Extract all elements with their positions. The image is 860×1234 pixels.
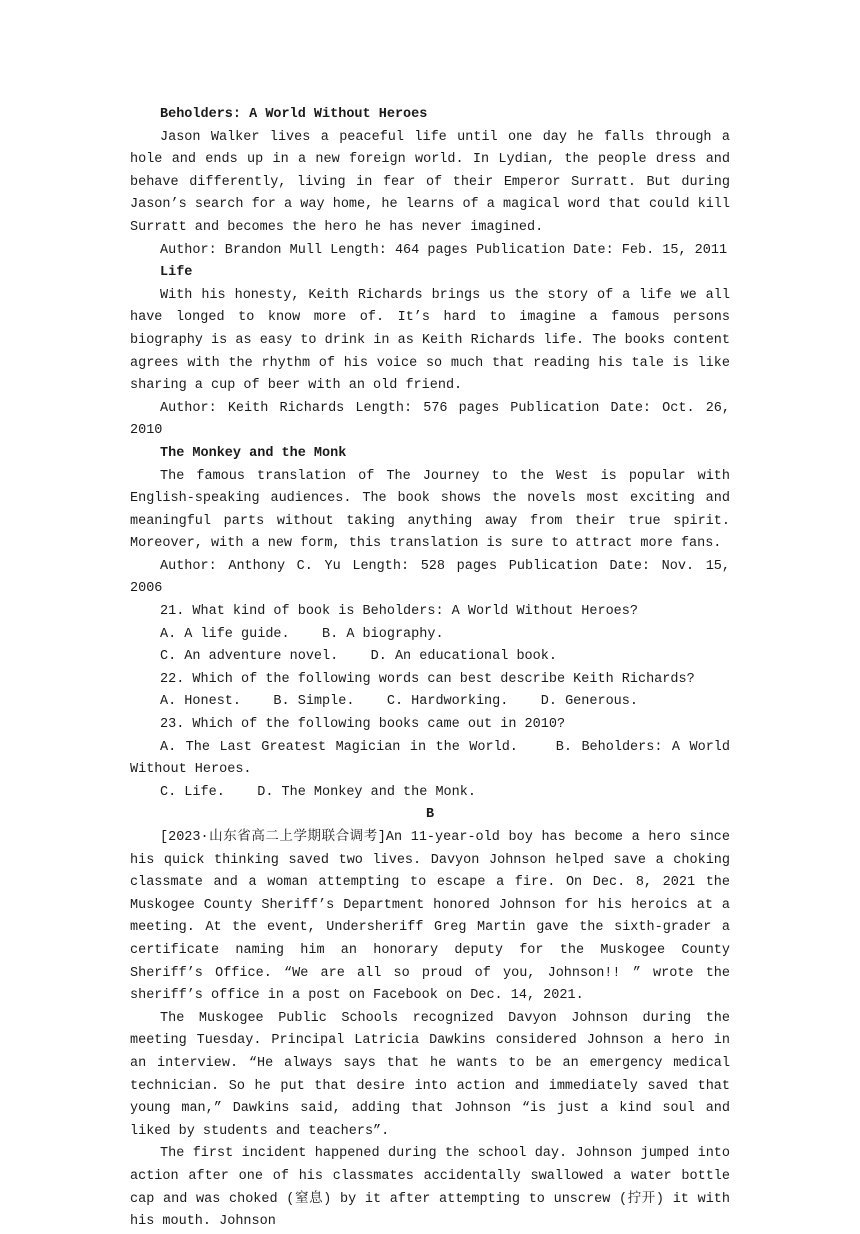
book-title-beholders: Beholders: A World Without Heroes xyxy=(160,107,428,122)
question-21-options-cd: C. An adventure novel. D. An educational book. xyxy=(160,649,557,665)
book-title-life: Life xyxy=(160,265,193,281)
book-description-life: With his honesty, Keith Richards brings us the story of a life we all have longed to know more of. It’s hard to imagine a famous persons biography is as easy to drink in as Keith Richards life. The books content agrees with the rhythm of his voice so much that reading his tale is like sharing a cup of beer with an old friend. xyxy=(130,287,730,394)
book-description-beholders: Jason Walker lives a peaceful life until one day he falls through a hole and ends up in a new foreign world. In Lydian, the people dress and behave differently, living in fear of their Emperor Surratt. But during Jason’s search for a way home, he learns of a magical word that could kill Surratt and becomes the hero he has never imagined. xyxy=(130,129,730,235)
section-b-paragraph-1: [2023·山东省高二上学期联合调考]An 11-year-old boy has become a hero since his quick thinking saved two lives. Davyon Johnson helped save a choking classmate and a woman attempting to escape a fire. On Dec. 8, 2021 the Muskogee County Sheriff’s Department honored Johnson for his heroics at a meeting. At the event, Undersheriff Greg Martin gave the sixth-grader a certificate naming him an honorary deputy for the Muskogee County Sheriff’s Office. “We are all so proud of you, Johnson!! ” wrote the sheriff’s office in a post on Facebook on Dec. 14, 2021. xyxy=(130,830,730,1004)
question-21-options-ab: A. A life guide. B. A biography. xyxy=(160,626,444,642)
book-info-monkey: Author: Anthony C. Yu Length: 528 pages Publication Date: Nov. 15, 2006 xyxy=(130,558,730,597)
question-23-options-ab: A. The Last Greatest Magician in the World. B. Beholders: A World Without Heroes. xyxy=(130,739,739,778)
book-info-life: Author: Keith Richards Length: 576 pages Publication Date: Oct. 26, 2010 xyxy=(130,400,730,439)
question-22: 22. Which of the following words can best describe Keith Richards? xyxy=(160,671,695,687)
question-23: 23. Which of the following books came out in 2010? xyxy=(160,717,566,733)
section-b-paragraph-3: The first incident happened during the school day. Johnson jumped into action after one of his classmates accidentally swallowed a water bottle cap and was choked (窒息) by it after attempting to unscrew (拧开) it with his mouth. Johnson xyxy=(130,1146,730,1230)
question-23-options-cd: C. Life. D. The Monkey and the Monk. xyxy=(160,784,476,800)
document-page xyxy=(130,104,739,1234)
section-b-paragraph-2: The Muskogee Public Schools recognized Davyon Johnson during the meeting Tuesday. Principal Latricia Dawkins considered Johnson a hero in an interview. “He always says that he wants to be an emergency medical technician. So he put that desire into action and immediately saved that young man,” Dawkins said, adding that Johnson “is just a kind soul and liked by students and teachers”. xyxy=(130,1010,730,1139)
book-title-monkey: The Monkey and the Monk xyxy=(160,445,347,461)
question-22-options: A. Honest. B. Simple. C. Hardworking. D. Generous. xyxy=(160,694,638,710)
book-description-monkey: The famous translation of The Journey to the West is popular with English-speaking audiences. The book shows the novels most exciting and meaningful parts without taking anything away from their true spirit. Moreover, with a new form, this translation is sure to attract more fans. xyxy=(130,468,730,552)
question-21: 21. What kind of book is Beholders: A World Without Heroes? xyxy=(160,604,638,620)
book-info-beholders: Author: Brandon Mull Length: 464 pages Publication Date: Feb. 15, 2011 xyxy=(160,242,728,258)
section-b-heading: B xyxy=(425,807,435,823)
